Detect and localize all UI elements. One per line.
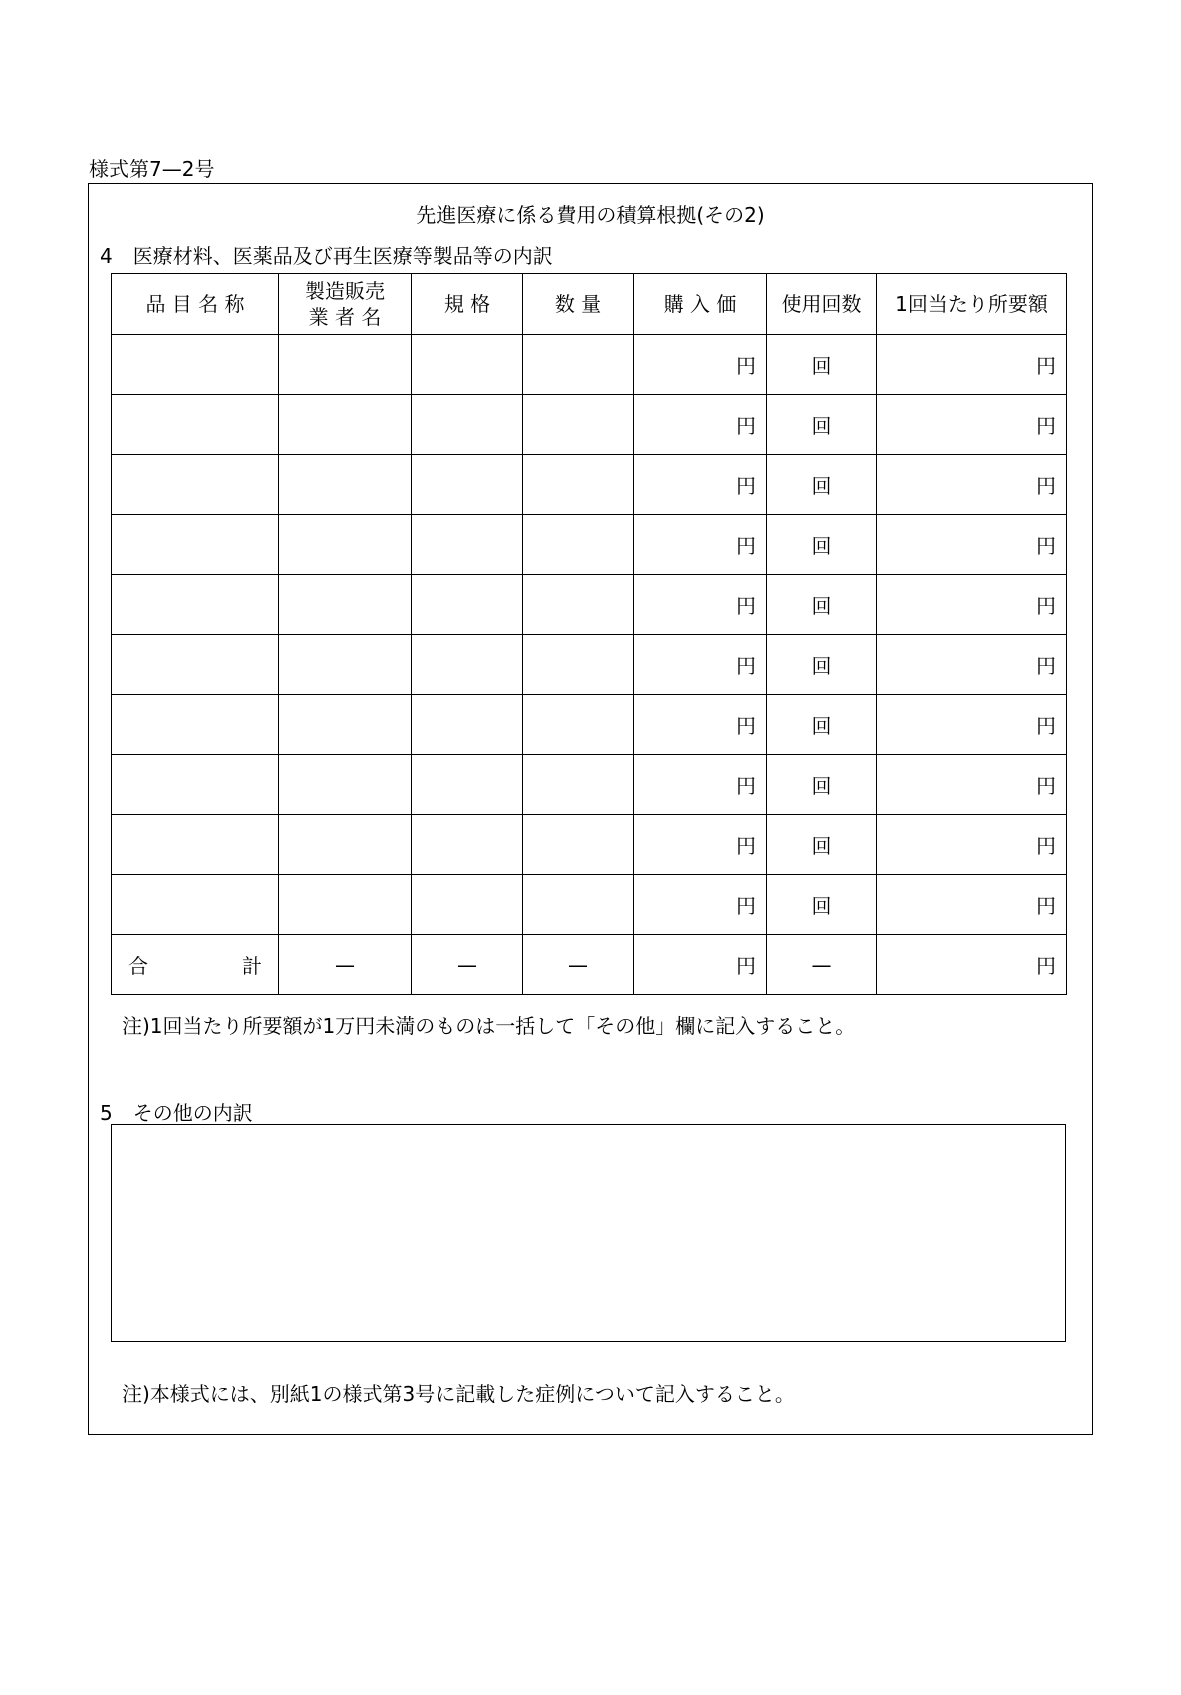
page-title: 先進医療に係る費用の積算根拠(その2) (416, 203, 765, 227)
table-cell[interactable] (877, 875, 1067, 935)
total-row (112, 935, 1067, 995)
column-header: 製造販売 業 者 名 (279, 274, 412, 335)
footer-note: 注)本様式には、別紙1の様式第3号に記載した症例について記入すること。 (122, 1382, 795, 1406)
table-cell[interactable] (523, 515, 634, 575)
table-cell[interactable] (112, 575, 279, 635)
unit-label: 円 (736, 654, 756, 678)
table-cell[interactable] (523, 875, 634, 935)
table-cell[interactable] (767, 335, 877, 395)
table-cell[interactable] (523, 755, 634, 815)
unit-label: 円 (1036, 654, 1056, 678)
table-cell[interactable] (877, 455, 1067, 515)
total-maker: — (279, 935, 412, 995)
table-cell[interactable] (634, 575, 767, 635)
column-header: 購 入 価 (634, 274, 767, 335)
unit-label: 回 (811, 834, 832, 858)
table-cell[interactable] (634, 755, 767, 815)
form-number: 様式第7—2号 (89, 157, 215, 181)
total-price[interactable]: 円 (634, 935, 767, 995)
table-cell[interactable] (877, 695, 1067, 755)
table-row (112, 635, 1067, 695)
table-cell[interactable] (634, 395, 767, 455)
unit-label: 円 (1036, 354, 1056, 378)
table-cell[interactable] (634, 875, 767, 935)
unit-label: 円 (1036, 474, 1056, 498)
table-row (112, 755, 1067, 815)
table-cell[interactable] (877, 395, 1067, 455)
column-header: 品 目 名 称 (112, 274, 279, 335)
total-label-right: 計 (242, 954, 262, 978)
table-cell[interactable] (112, 755, 279, 815)
table-cell[interactable] (412, 395, 523, 455)
total-qty: — (523, 935, 634, 995)
table-cell[interactable] (523, 695, 634, 755)
unit-label: 円 (1036, 414, 1056, 438)
table-cell[interactable] (523, 395, 634, 455)
unit-label: 円 (1036, 834, 1056, 858)
unit-label: 円 (1036, 774, 1056, 798)
unit-label: 円 (736, 894, 756, 918)
section4-note: 注)1回当たり所要額が1万円未満のものは一括して「その他」欄に記入すること。 (122, 1014, 856, 1038)
table-cell[interactable] (279, 395, 412, 455)
table-cell[interactable] (279, 515, 412, 575)
table-cell[interactable] (412, 455, 523, 515)
unit-label: 円 (736, 474, 756, 498)
table-cell[interactable] (767, 755, 877, 815)
table-cell[interactable] (767, 635, 877, 695)
unit-label: 円 (1036, 594, 1056, 618)
table-cell[interactable] (279, 755, 412, 815)
table-cell[interactable] (412, 515, 523, 575)
other-breakdown-field[interactable] (111, 1124, 1066, 1342)
table-row (112, 455, 1067, 515)
table-cell[interactable] (877, 335, 1067, 395)
unit-label: 円 (736, 834, 756, 858)
total-label-left: 合 (128, 954, 148, 978)
table-cell[interactable] (112, 875, 279, 935)
column-header: 1回当たり所要額 (877, 274, 1067, 335)
table-cell[interactable] (634, 635, 767, 695)
section4-heading: 4 医療材料、医薬品及び再生医療等製品等の内訳 (100, 244, 553, 268)
table-cell[interactable] (412, 695, 523, 755)
section5-heading: 5 その他の内訳 (100, 1101, 253, 1125)
unit-label: 円 (736, 774, 756, 798)
table-cell[interactable] (634, 455, 767, 515)
table-cell[interactable] (279, 695, 412, 755)
table-row (112, 515, 1067, 575)
table-cell[interactable] (412, 635, 523, 695)
unit-label: 円 (736, 714, 756, 738)
table-cell[interactable] (279, 575, 412, 635)
unit-label: 円 (736, 594, 756, 618)
table-cell[interactable] (877, 635, 1067, 695)
unit-label: 回 (811, 654, 832, 678)
unit-label: 回 (811, 774, 832, 798)
materials-table (111, 273, 1067, 995)
table-cell[interactable] (634, 515, 767, 575)
table-cell[interactable] (112, 515, 279, 575)
table-cell[interactable] (523, 815, 634, 875)
table-row (112, 875, 1067, 935)
table-cell[interactable] (412, 335, 523, 395)
table-cell[interactable] (877, 575, 1067, 635)
table-row (112, 575, 1067, 635)
table-cell[interactable] (767, 515, 877, 575)
unit-label: 円 (736, 534, 756, 558)
column-header: 規 格 (412, 274, 523, 335)
table-cell[interactable] (412, 875, 523, 935)
table-cell[interactable] (877, 755, 1067, 815)
unit-label: 円 (736, 414, 756, 438)
column-header: 使用回数 (767, 274, 877, 335)
unit-label: 円 (1036, 894, 1056, 918)
total-spec: — (412, 935, 523, 995)
table-row (112, 335, 1067, 395)
table-cell[interactable] (279, 635, 412, 695)
table-cell[interactable] (634, 815, 767, 875)
table-cell[interactable] (634, 695, 767, 755)
unit-label: 回 (811, 534, 832, 558)
table-cell[interactable] (877, 515, 1067, 575)
table-cell[interactable] (112, 395, 279, 455)
table-cell[interactable] (523, 455, 634, 515)
column-header: 数 量 (523, 274, 634, 335)
unit-label: 回 (811, 474, 832, 498)
table-cell[interactable] (279, 335, 412, 395)
table-cell[interactable] (767, 875, 877, 935)
total-count: — (767, 935, 877, 995)
table-cell[interactable] (767, 695, 877, 755)
table-row (112, 395, 1067, 455)
table-cell[interactable] (112, 455, 279, 515)
table-cell[interactable] (412, 815, 523, 875)
table-cell[interactable] (877, 815, 1067, 875)
unit-label: 円 (1036, 714, 1056, 738)
total-amount[interactable]: 円 (877, 935, 1067, 995)
table-cell[interactable] (279, 455, 412, 515)
table-cell[interactable] (767, 815, 877, 875)
unit-label: 回 (811, 354, 832, 378)
unit-label: 回 (811, 714, 832, 738)
table-cell[interactable] (112, 815, 279, 875)
total-label (112, 935, 279, 995)
table-cell[interactable] (112, 635, 279, 695)
unit-label: 回 (811, 414, 832, 438)
table-cell[interactable] (634, 335, 767, 395)
table-cell[interactable] (767, 395, 877, 455)
table-cell[interactable] (279, 875, 412, 935)
table-cell[interactable] (523, 335, 634, 395)
table-row (112, 695, 1067, 755)
table-cell[interactable] (112, 695, 279, 755)
table-cell[interactable] (523, 635, 634, 695)
table-cell[interactable] (523, 575, 634, 635)
table-cell[interactable] (279, 815, 412, 875)
table-cell[interactable] (112, 335, 279, 395)
unit-label: 円 (736, 354, 756, 378)
table-cell[interactable] (412, 575, 523, 635)
table-cell[interactable] (767, 575, 877, 635)
table-cell[interactable] (412, 755, 523, 815)
unit-label: 円 (1036, 534, 1056, 558)
table-cell[interactable] (767, 455, 877, 515)
table-row (112, 815, 1067, 875)
unit-label: 回 (811, 594, 832, 618)
unit-label: 回 (811, 894, 832, 918)
